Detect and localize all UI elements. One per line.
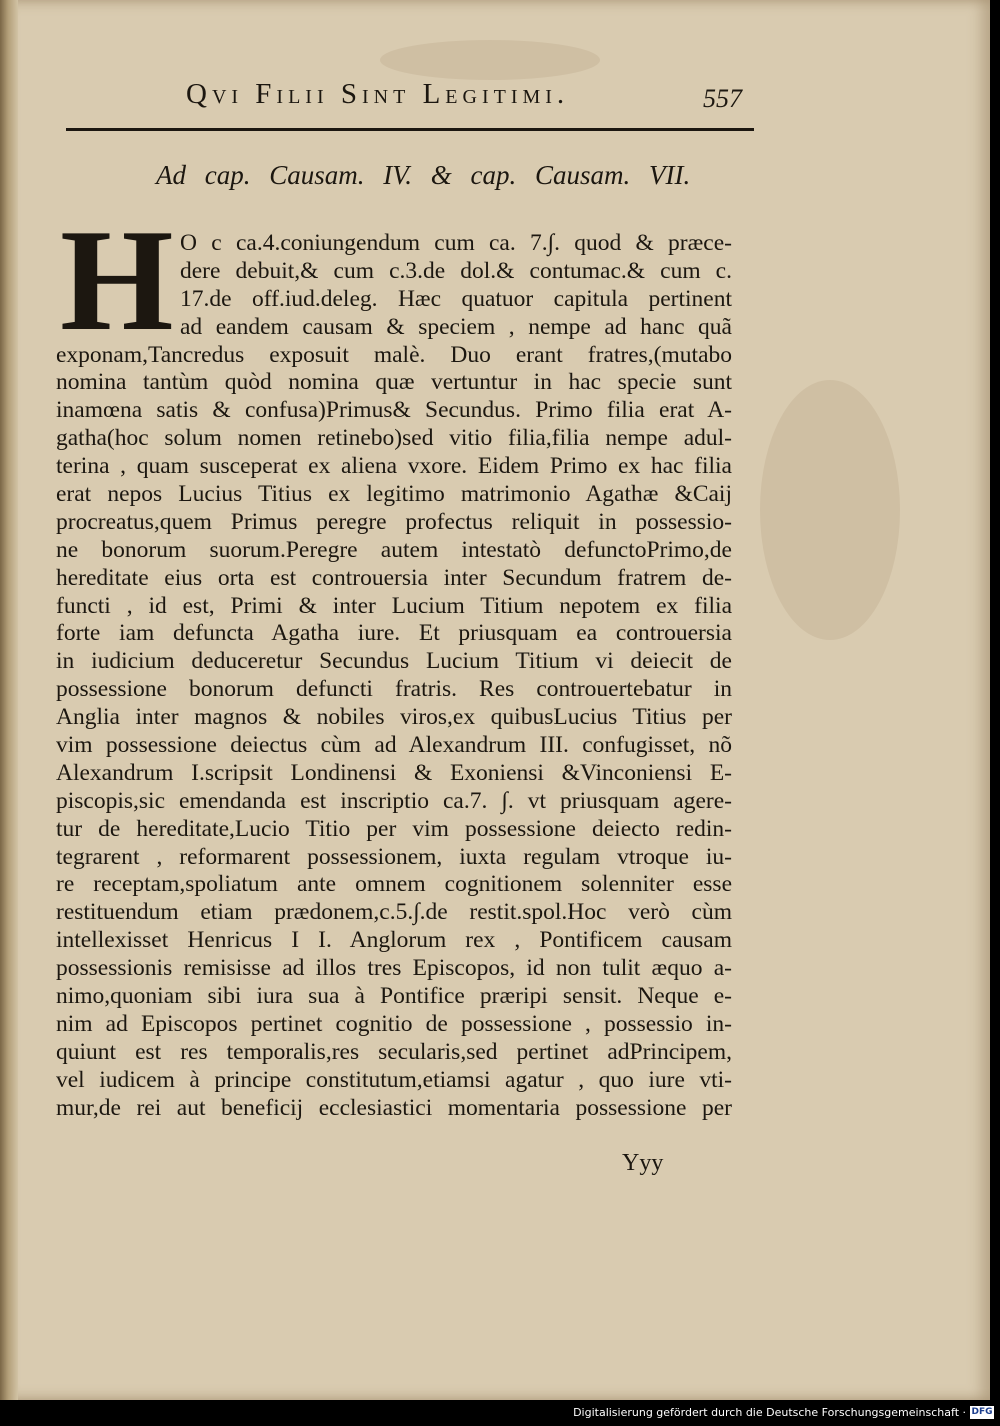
text-line: O c ca.4.coniungendum cum ca. 7.∫. quod & præce- [180,230,732,256]
page-gutter-edge [0,0,18,1400]
drop-cap-initial: H [60,199,174,361]
text-line: possessionis remisisse ad illos tres Episcopos, id non tulit æquo a- [56,955,732,982]
text-line: inamœna satis & confusa)Primus& Secundus. Primo filia erat A- [56,397,732,424]
text-line: in iudicium deduceretur Secundus Lucium Titium vi deiecit de [56,648,732,675]
text-line: dere debuit,& cum c.3.de dol.& contumac.& cum c. [180,257,732,284]
text-line: exponam,Tancredus exposuit malè. Duo erant fratres,(mutabo [56,341,732,368]
page-number: 557 [703,84,742,113]
text-line: 17.de off.iud.deleg. Hæc quatuor capitula pertinent [180,285,732,312]
text-line: possessione bonorum defuncti fratris. Res controuertebatur in [56,676,732,703]
text-line: forte iam defuncta Agatha iure. Et priusquam ea controuersia [56,620,732,647]
text-line: mur,de rei aut beneficij ecclesiastici momentaria possessione per [56,1094,732,1121]
text-line: erat nepos Lucius Titius ex legitimo matrimonio Agathæ &Caij [56,481,732,508]
text-line: piscopis,sic emendanda est inscriptio ca.7. ∫. vt priusquam agere- [56,787,732,814]
text-line: hereditate eius orta est controuersia inter Secundum fratrem de- [56,564,732,591]
paper-stain [760,380,900,640]
dfg-logo: DFG [971,1407,993,1417]
footer-credit-text: Digitalisierung gefördert durch die Deutsche Forschungsgemeinschaft · [573,1406,966,1419]
text-line: Anglia inter magnos & nobiles viros,ex quibusLucius Titius per [56,704,732,731]
footer-bar [0,1400,1000,1426]
text-line: functi , id est, Primi & inter Lucium Titium nepotem ex filia [56,592,732,619]
text-line: nimo,quoniam sibi iura sua à Pontifice præripi sensit. Neque e- [56,983,732,1010]
text-line: procreatus,quem Primus peregre profectus reliquit in possessio- [56,508,732,535]
paper-stain [380,40,600,80]
text-line: ad eandem causam & speciem , nempe ad hanc quã [180,313,732,340]
text-line: nomina tantùm quòd nomina quæ vertuntur in hac specie sunt [56,369,732,396]
text-line: ne bonorum suorum.Peregre autem intestatò defunctoPrimo,de [56,536,732,563]
text-line: intellexisset Henricus I I. Anglorum rex , Pontificem causam [56,927,732,954]
running-head-title: Qvi Filii Sint Legitimi. [186,78,570,110]
text-line: vim possessione deiectus cùm ad Alexandrum III. confugisset, nõ [56,732,732,759]
text-line: Alexandrum I.scripsit Londinensi & Exoniensi &Vinconiensi E- [56,759,732,786]
body-text [56,230,732,1123]
text-line: gatha(hoc solum nomen retinebo)sed vitio filia,filia nempe adul- [56,425,732,452]
text-line: tegrarent , reformarent possessionem, iuxta regulam vtroque iu- [56,843,732,870]
text-line: restituendum etiam prædonem,c.5.∫.de restit.spol.Hoc verò cùm [56,899,732,926]
text-line: re receptam,spoliatum ante omnem cognitionem solenniter esse [56,871,732,898]
text-line: quiunt est res temporalis,res secularis,sed pertinet adPrincipem, [56,1038,732,1065]
section-subheading: Ad cap. Causam. IV. & cap. Causam. VII. [156,160,691,190]
header-rule [66,128,754,131]
text-line: vel iudicem à principe constitutum,etiamsi agatur , quo iure vti- [56,1066,732,1093]
catchword: Yyy [622,1150,664,1176]
text-line: tur de hereditate,Lucio Titio per vim possessione deiecto redin- [56,815,732,842]
text-line: terina , quam susceperat ex aliena vxore. Eidem Primo ex hac filia [56,453,732,480]
text-line: nim ad Episcopos pertinet cognitio de possessione , possessio in- [56,1010,732,1037]
